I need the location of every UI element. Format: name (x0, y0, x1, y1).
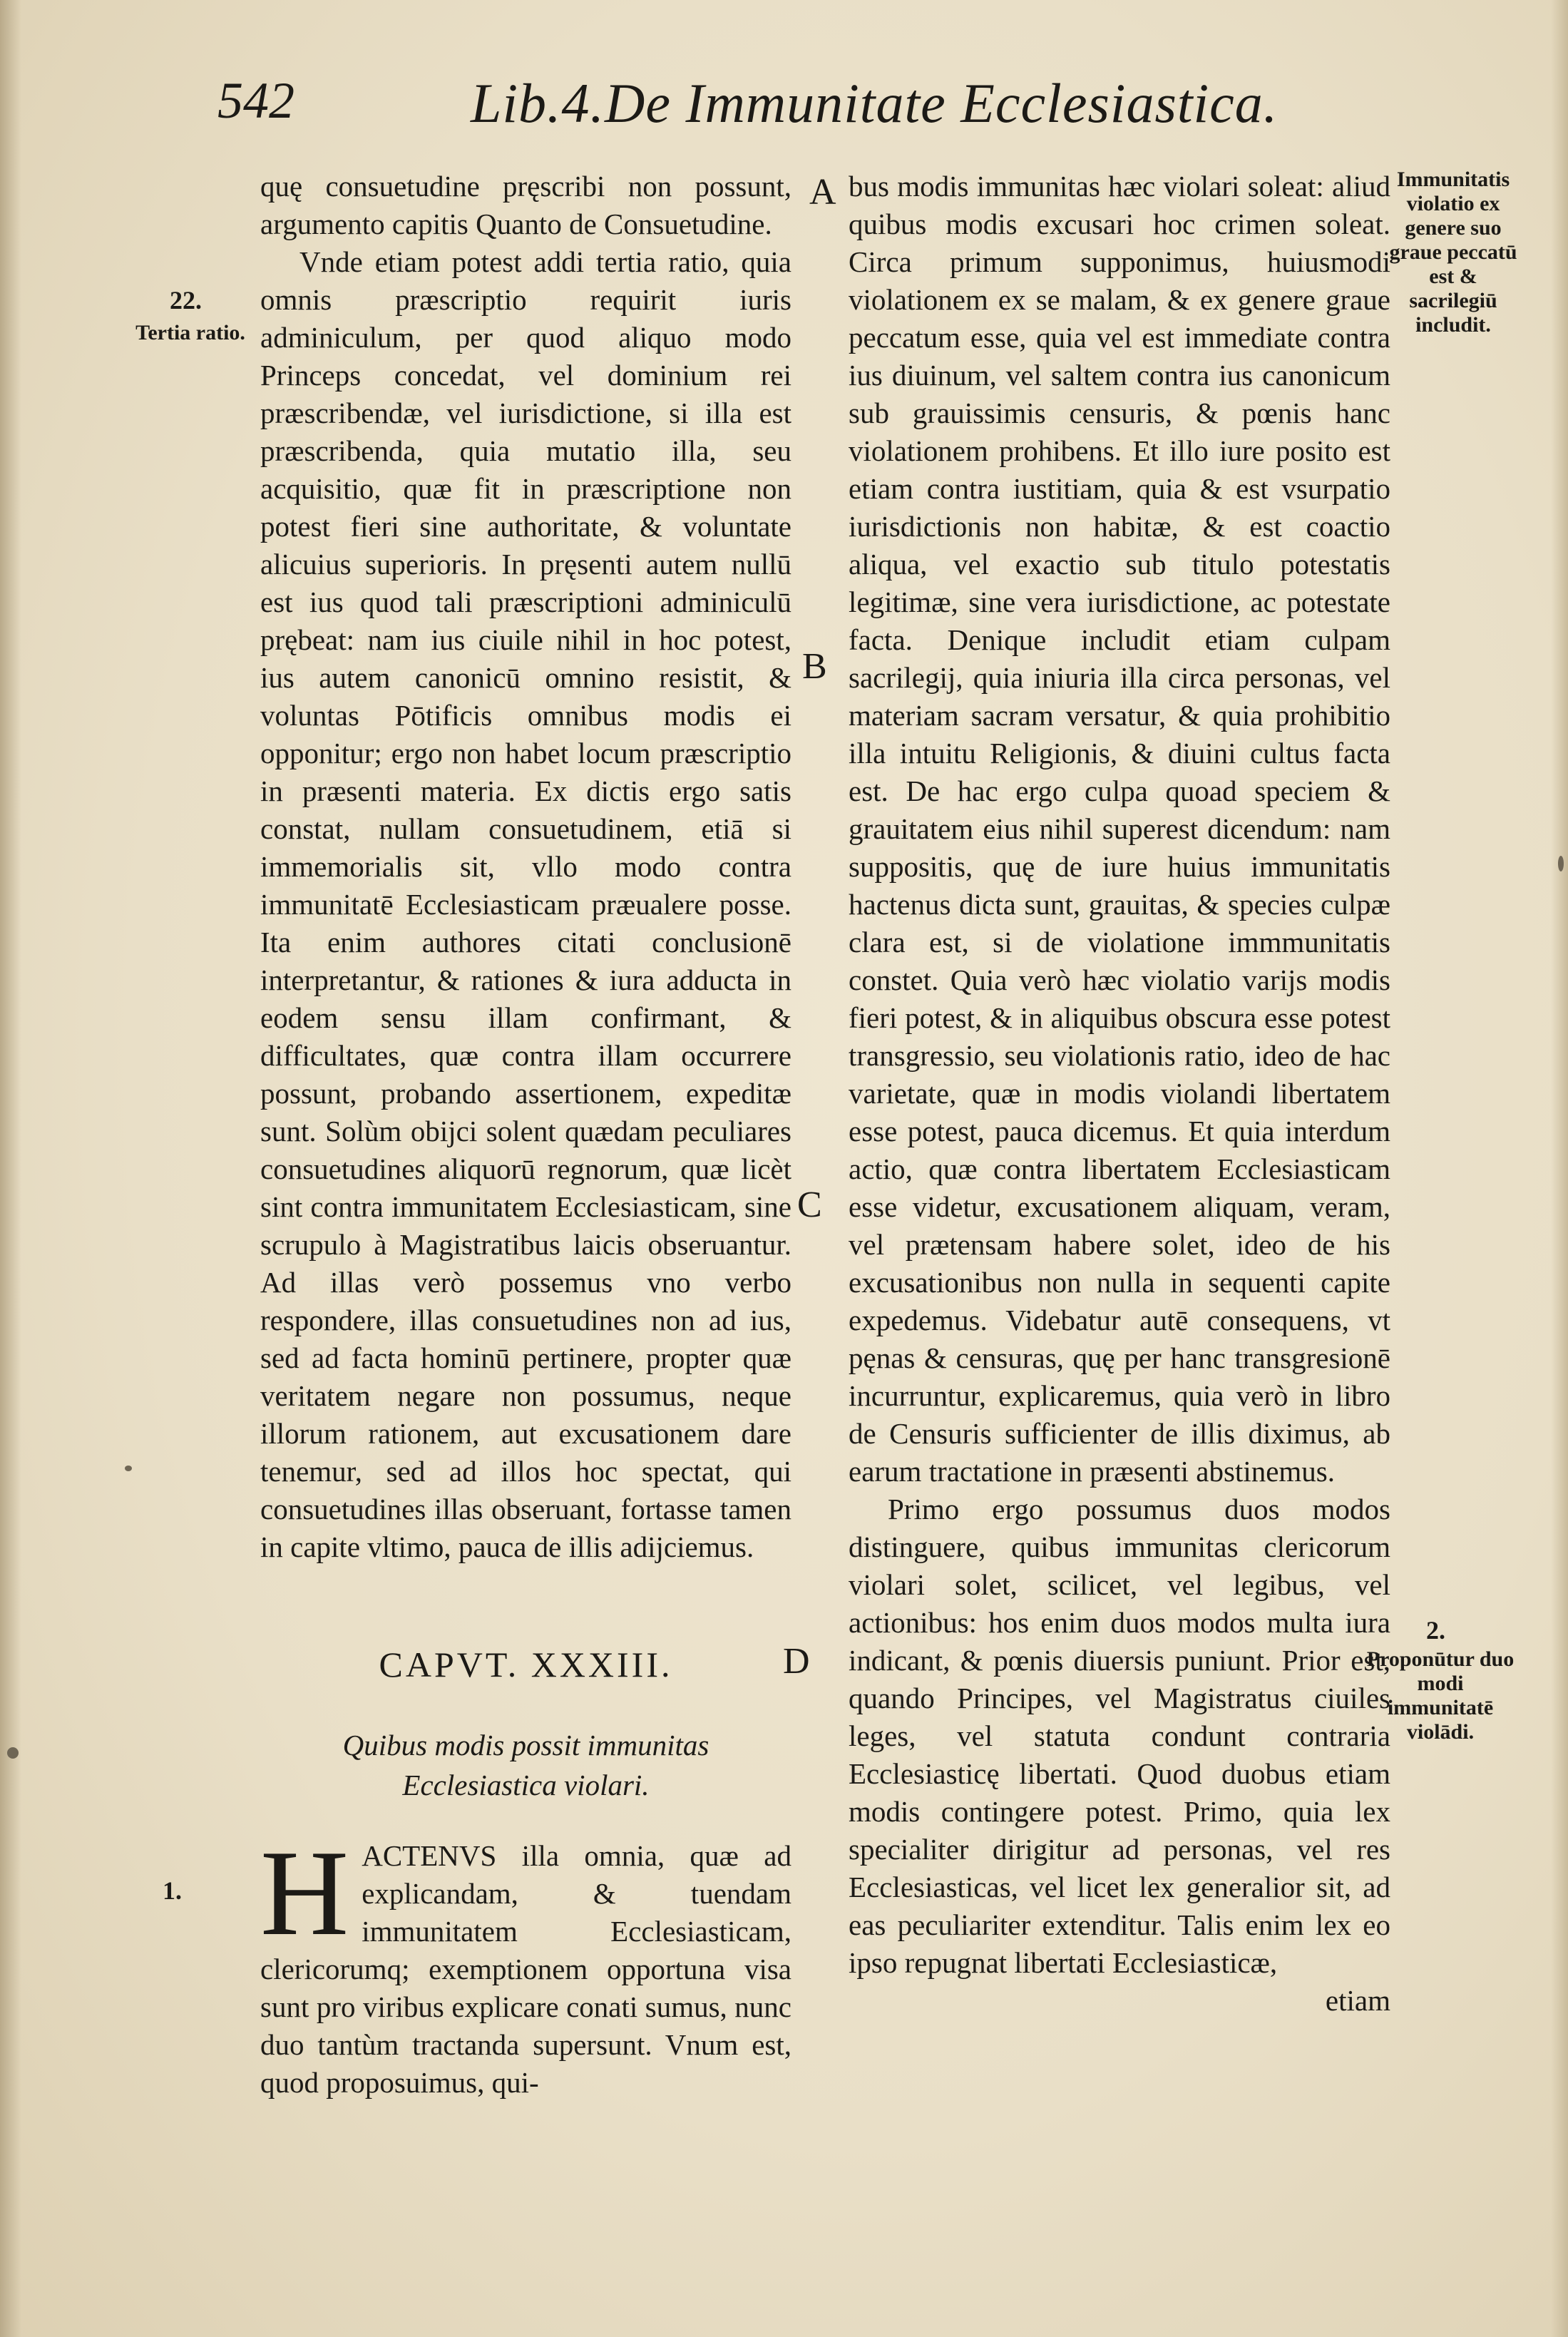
paragraph-1: ACTENVS illa omnia, quæ ad explicandam, & tuendam immunitatem Ecclesiasticam, clericorumq; exemptionem opportuna visa sunt pro viribus explicare conati sumus, nunc duo tantùm tractanda supersunt. Vnum est, quod proposuimus, qui- (260, 1839, 791, 2099)
running-title: Lib.4.De Immunitate Ecclesiastica. (471, 72, 1279, 134)
paragraph-22: Vnde etiam potest addi tertia ratio, quia omnis præscriptio requirit iuris adminiculum, per quod aliquo modo Princeps concedat, vel dominium rei præscribendæ, vel iurisdictione, si illa est præscribenda, quia mutatio illa, seu acquisitio, quæ fit in præscriptione non potest fieri sine authoritate, & voluntate alicuius superioris. In pręsenti autem nullū est ius quod tali præscriptioni adminiculū prębeat: nam ius ciuile nihil in hoc potest, ius autem canonicū omnino resistit, & voluntas Pōtificis omnibus modis ei opponitur; ergo non habet locum præscriptio in præsenti materia. Ex dictis ergo satis constat, nullam consuetudinem, etiā si immemorialis sit, vllo modo contra immunitatē Ecclesiasticam præualere posse. Ita enim authores citati conclusionē interpretantur, & rationes & iura adducta in eodem sensu illam confirmant, & difficultates, quæ contra illam occurrere possunt, probando assertionem, expeditæ sunt. Solùm obijci solent quædam peculiares consuetudines aliquorū regnorum, quæ licèt sint contra immunitatem Ecclesiasticam, sine scrupulo à Magistratibus laicis obseruantur. Ad illas verò possemus vno verbo respondere, illas consuetudines non ad ius, sed ad facta hominū pertinere, propter quæ veritatem negare non possumus, neque illorum rationem, aut excusationem dare tenemur, sed ad illos hoc spectat, qui consuetudines illas obseruant, fortasse tamen in capite vltimo, pauca de illis adijciemus. (260, 245, 791, 1563)
margin-speck (125, 1466, 132, 1471)
right-column (849, 168, 1390, 2020)
page-edge-shadow-right (1551, 0, 1568, 2337)
left-column (260, 168, 791, 2102)
paragraph-number-2: 2. (1426, 1616, 1445, 1645)
margin-speck (1558, 856, 1564, 871)
section-marker-c: C (797, 1185, 822, 1225)
chapter-subtitle: Quibus modis possit immunitas Ecclesiastica violari. (342, 1729, 709, 1801)
continued-paragraph: bus modis immunitas hæc violari soleat: aliud quibus modis excusari hoc crimen soleat. Circa primum supponimus, huiusmodi violationem ex se malam, & ex genere graue peccatum esse, quia vel est immediate contra ius diuinum, vel saltem contra ius canonicum sub grauissimis censuris, & pœnis hanc violationem prohibens. Et illo iure posito est etiam contra iustitiam, quia & est vsurpatio iurisdictionis non habitæ, & est coactio aliqua, vel exactio sub titulo potestatis legitimæ, sine vera iurisdictione, ac potestate facta. Denique includit etiam culpam sacrilegij, quia iniuria illa circa personas, vel materiam sacram versatur, & quia prohibitio illa intuitu Religionis, & diuini cultus facta est. De hac ergo culpa quoad speciem & grauitatem eius nihil superest dicendum: nam suppositis, quę de iure huius immunitatis hactenus dicta sunt, grauitas, & species culpæ clara est, si de violatione immmunitatis constet. Quia verò hæc violatio varijs modis fieri potest, & in aliquibus obscura esse potest transgressio, seu violationis ratio, ideo de hac varietate, quæ in modis violandi libertatem esse potest, pauca dicemus. Et quia interdum actio, quæ contra libertatem Ecclesiasticam esse videtur, excusationem aliquam, veram, vel prætensam habere solet, ideo de his excusationibus non nulla in sequenti capite expedemus. Videbatur autē consequens, vt pęnas & censuras, quę per hanc transgresionē incurruntur, explicaremus, quia verò in libro de Censuris sufficienter de illis diximus, ab earum tractatione in præsenti abstinemus. (849, 170, 1390, 1488)
chapter-heading: CAPVT. XXXIII. (379, 1645, 673, 1684)
catchword: etiam (1325, 1984, 1390, 2017)
paragraph-number-1: 1. (163, 1876, 182, 1905)
margin-speck (7, 1747, 19, 1759)
paragraph-number-22: 22. (170, 286, 202, 315)
page-number: 542 (217, 72, 294, 129)
section-marker-a: A (809, 172, 836, 213)
paragraph-2: Primo ergo possumus duos modos distinguere, quibus immunitas clericorum violari solet, scilicet, vel legibus, vel actionibus: hos enim duos modos multa iura indicant, & pœnis diuersis puniunt. Prior est, quando Principes, vel Magistratus ciuiles leges, vel statuta condunt contraria Ecclesiasticę libertati. Quod duobus etiam modis contingere potest. Primo, quia lex specialiter dirigitur ad personas, vel res Ecclesiasticas, vel licet lex generalior sit, ad eas peculiariter extenditur. Talis enim lex eo ipso repugnat libertati Ecclesiasticæ, (849, 1493, 1390, 1979)
marginal-note-proponuntur: Proponūtur duo modi immunitatē violādi. (1366, 1647, 1515, 1744)
marginal-note-tertia-ratio: Tertia ratio. (135, 321, 245, 344)
section-marker-b: B (802, 646, 827, 687)
drop-capital: H (260, 1826, 349, 1961)
continued-text: quę consuetudine pręscribi non possunt, argumento capitis Quanto de Consuetudine. (260, 170, 791, 240)
marginal-note-immunitatis-violatio: Immunitatis violatio ex genere suo graue peccatū est & sacrilegiū includit. (1389, 168, 1517, 337)
section-marker-d: D (783, 1641, 810, 1682)
page-edge-shadow-left (0, 0, 21, 2337)
